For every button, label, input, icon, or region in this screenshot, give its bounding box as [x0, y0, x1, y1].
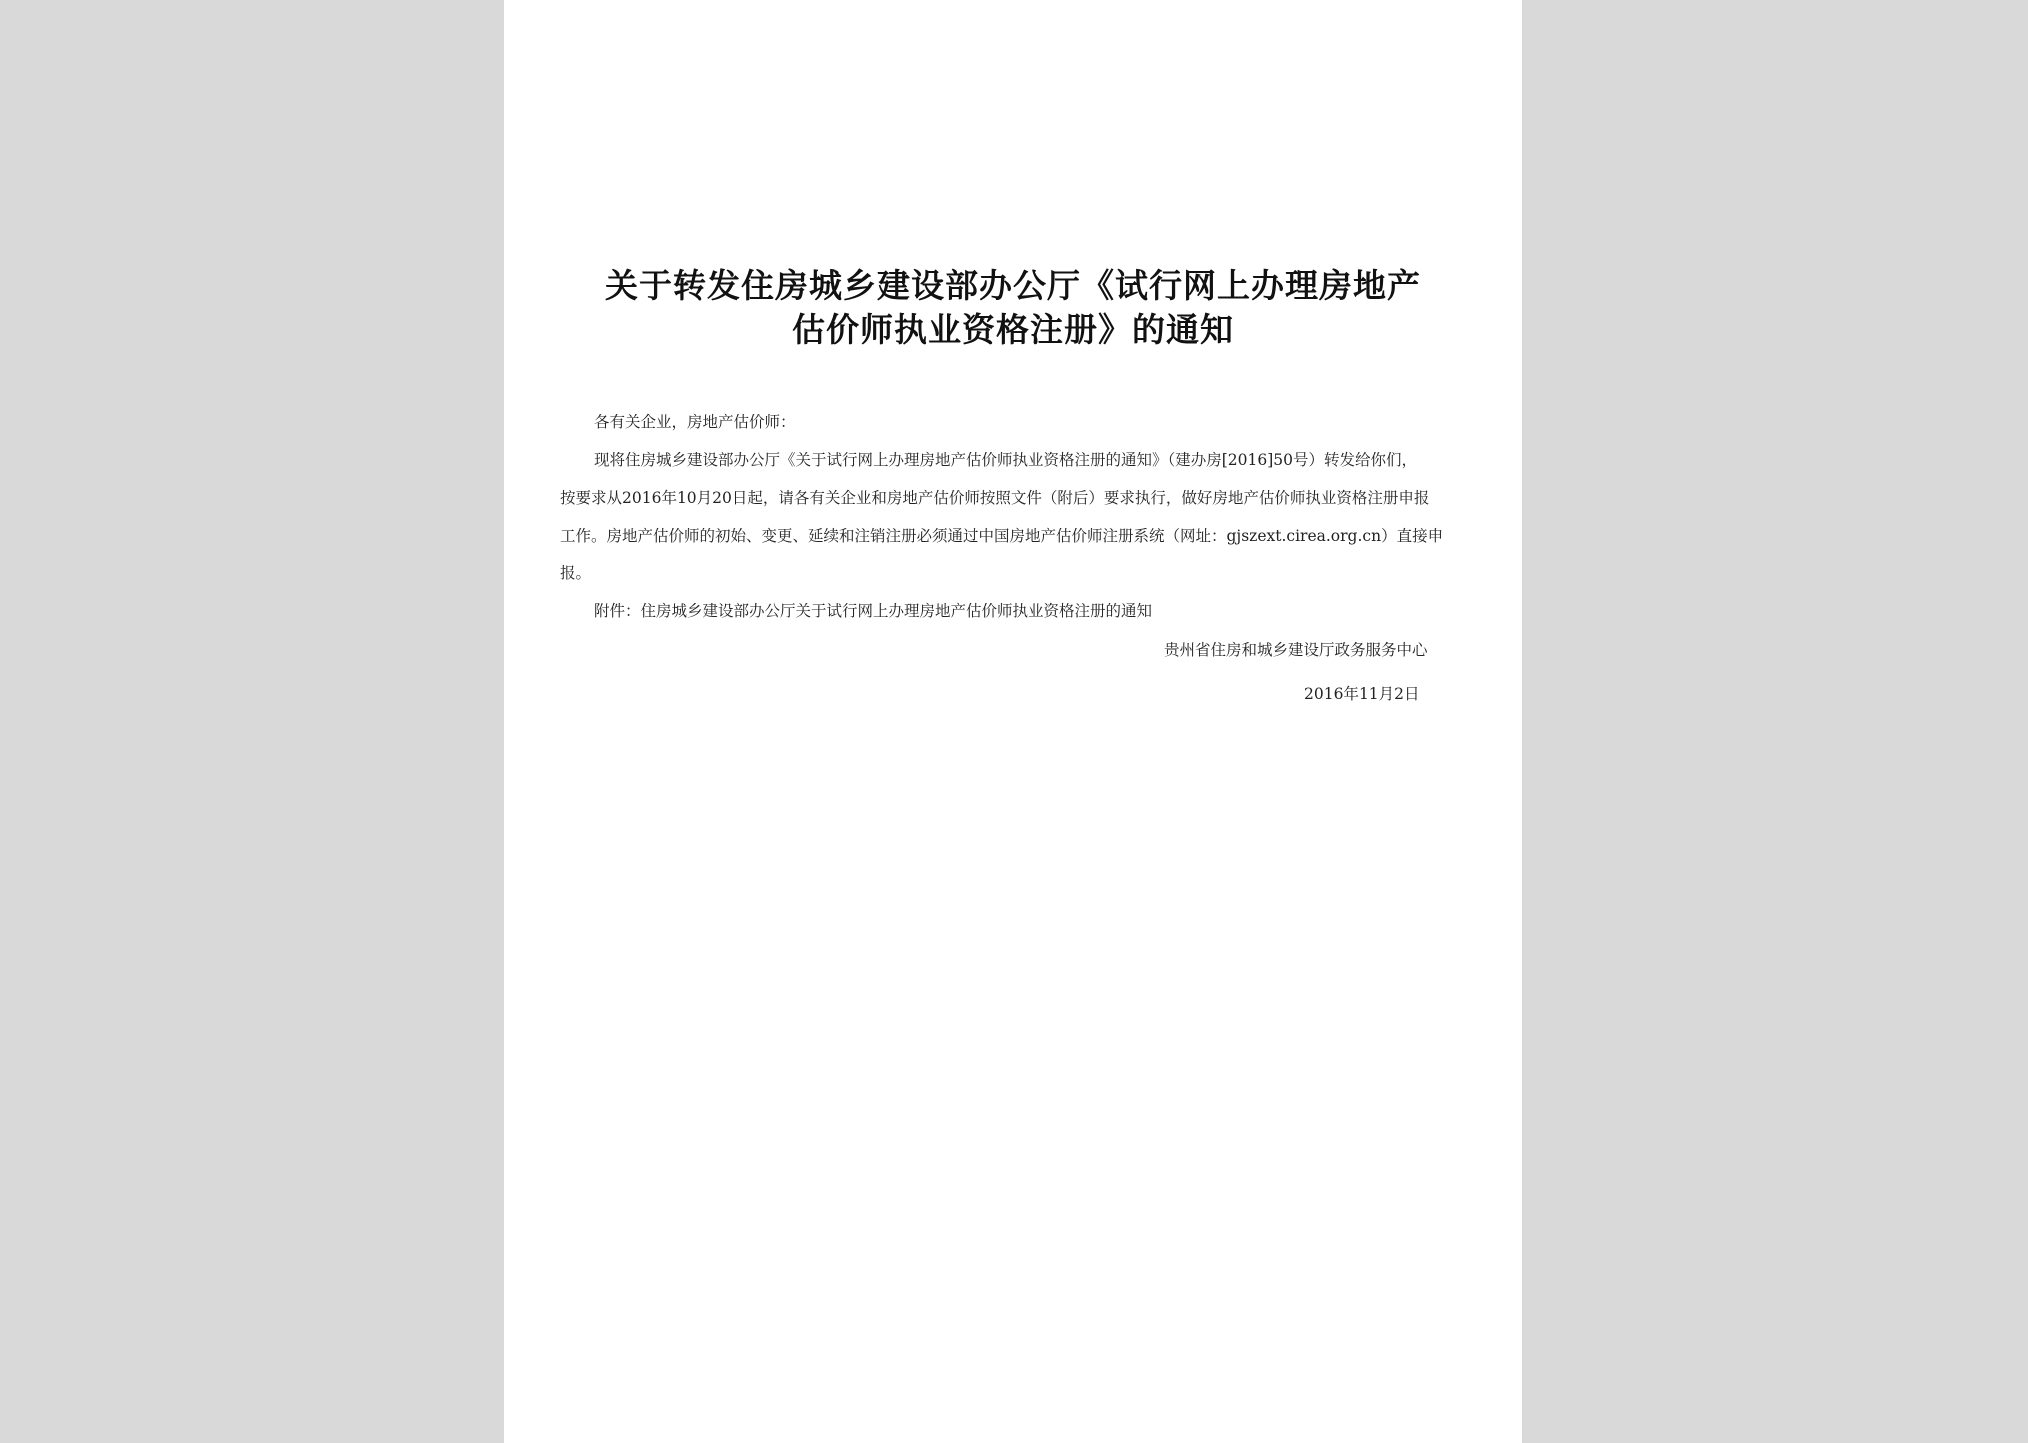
- salutation: 各有关企业，房地产估价师：: [594, 413, 796, 431]
- body-line: 按要求从2016年10月20日起，请各有关企业和房地产估价师按照文件（附后）要求执行，做好房地产估价师执业资格注册申报: [560, 489, 1430, 507]
- body-line: 报。: [560, 564, 592, 582]
- body-line: 工作。房地产估价师的初始、变更、延续和注销注册必须通过中国房地产估价师注册系统（网址：gjszext.cirea.org.cn）直接申: [560, 527, 1444, 545]
- attachment-line: 附件：住房城乡建设部办公厅关于试行网上办理房地产估价师执业资格注册的通知: [594, 602, 1153, 620]
- document-title-line-1: 关于转发住房城乡建设部办公厅《试行网上办理房地产: [605, 266, 1421, 305]
- signer: 贵州省住房和城乡建设厅政务服务中心: [1164, 641, 1428, 659]
- document-page: [504, 0, 1522, 1443]
- body-line: 现将住房城乡建设部办公厅《关于试行网上办理房地产估价师执业资格注册的通知》（建办房[2016]50号）转发给你们，: [594, 451, 1418, 469]
- document-date: 2016年11月2日: [1304, 685, 1420, 703]
- document-title-line-2: 估价师执业资格注册》的通知: [792, 310, 1234, 349]
